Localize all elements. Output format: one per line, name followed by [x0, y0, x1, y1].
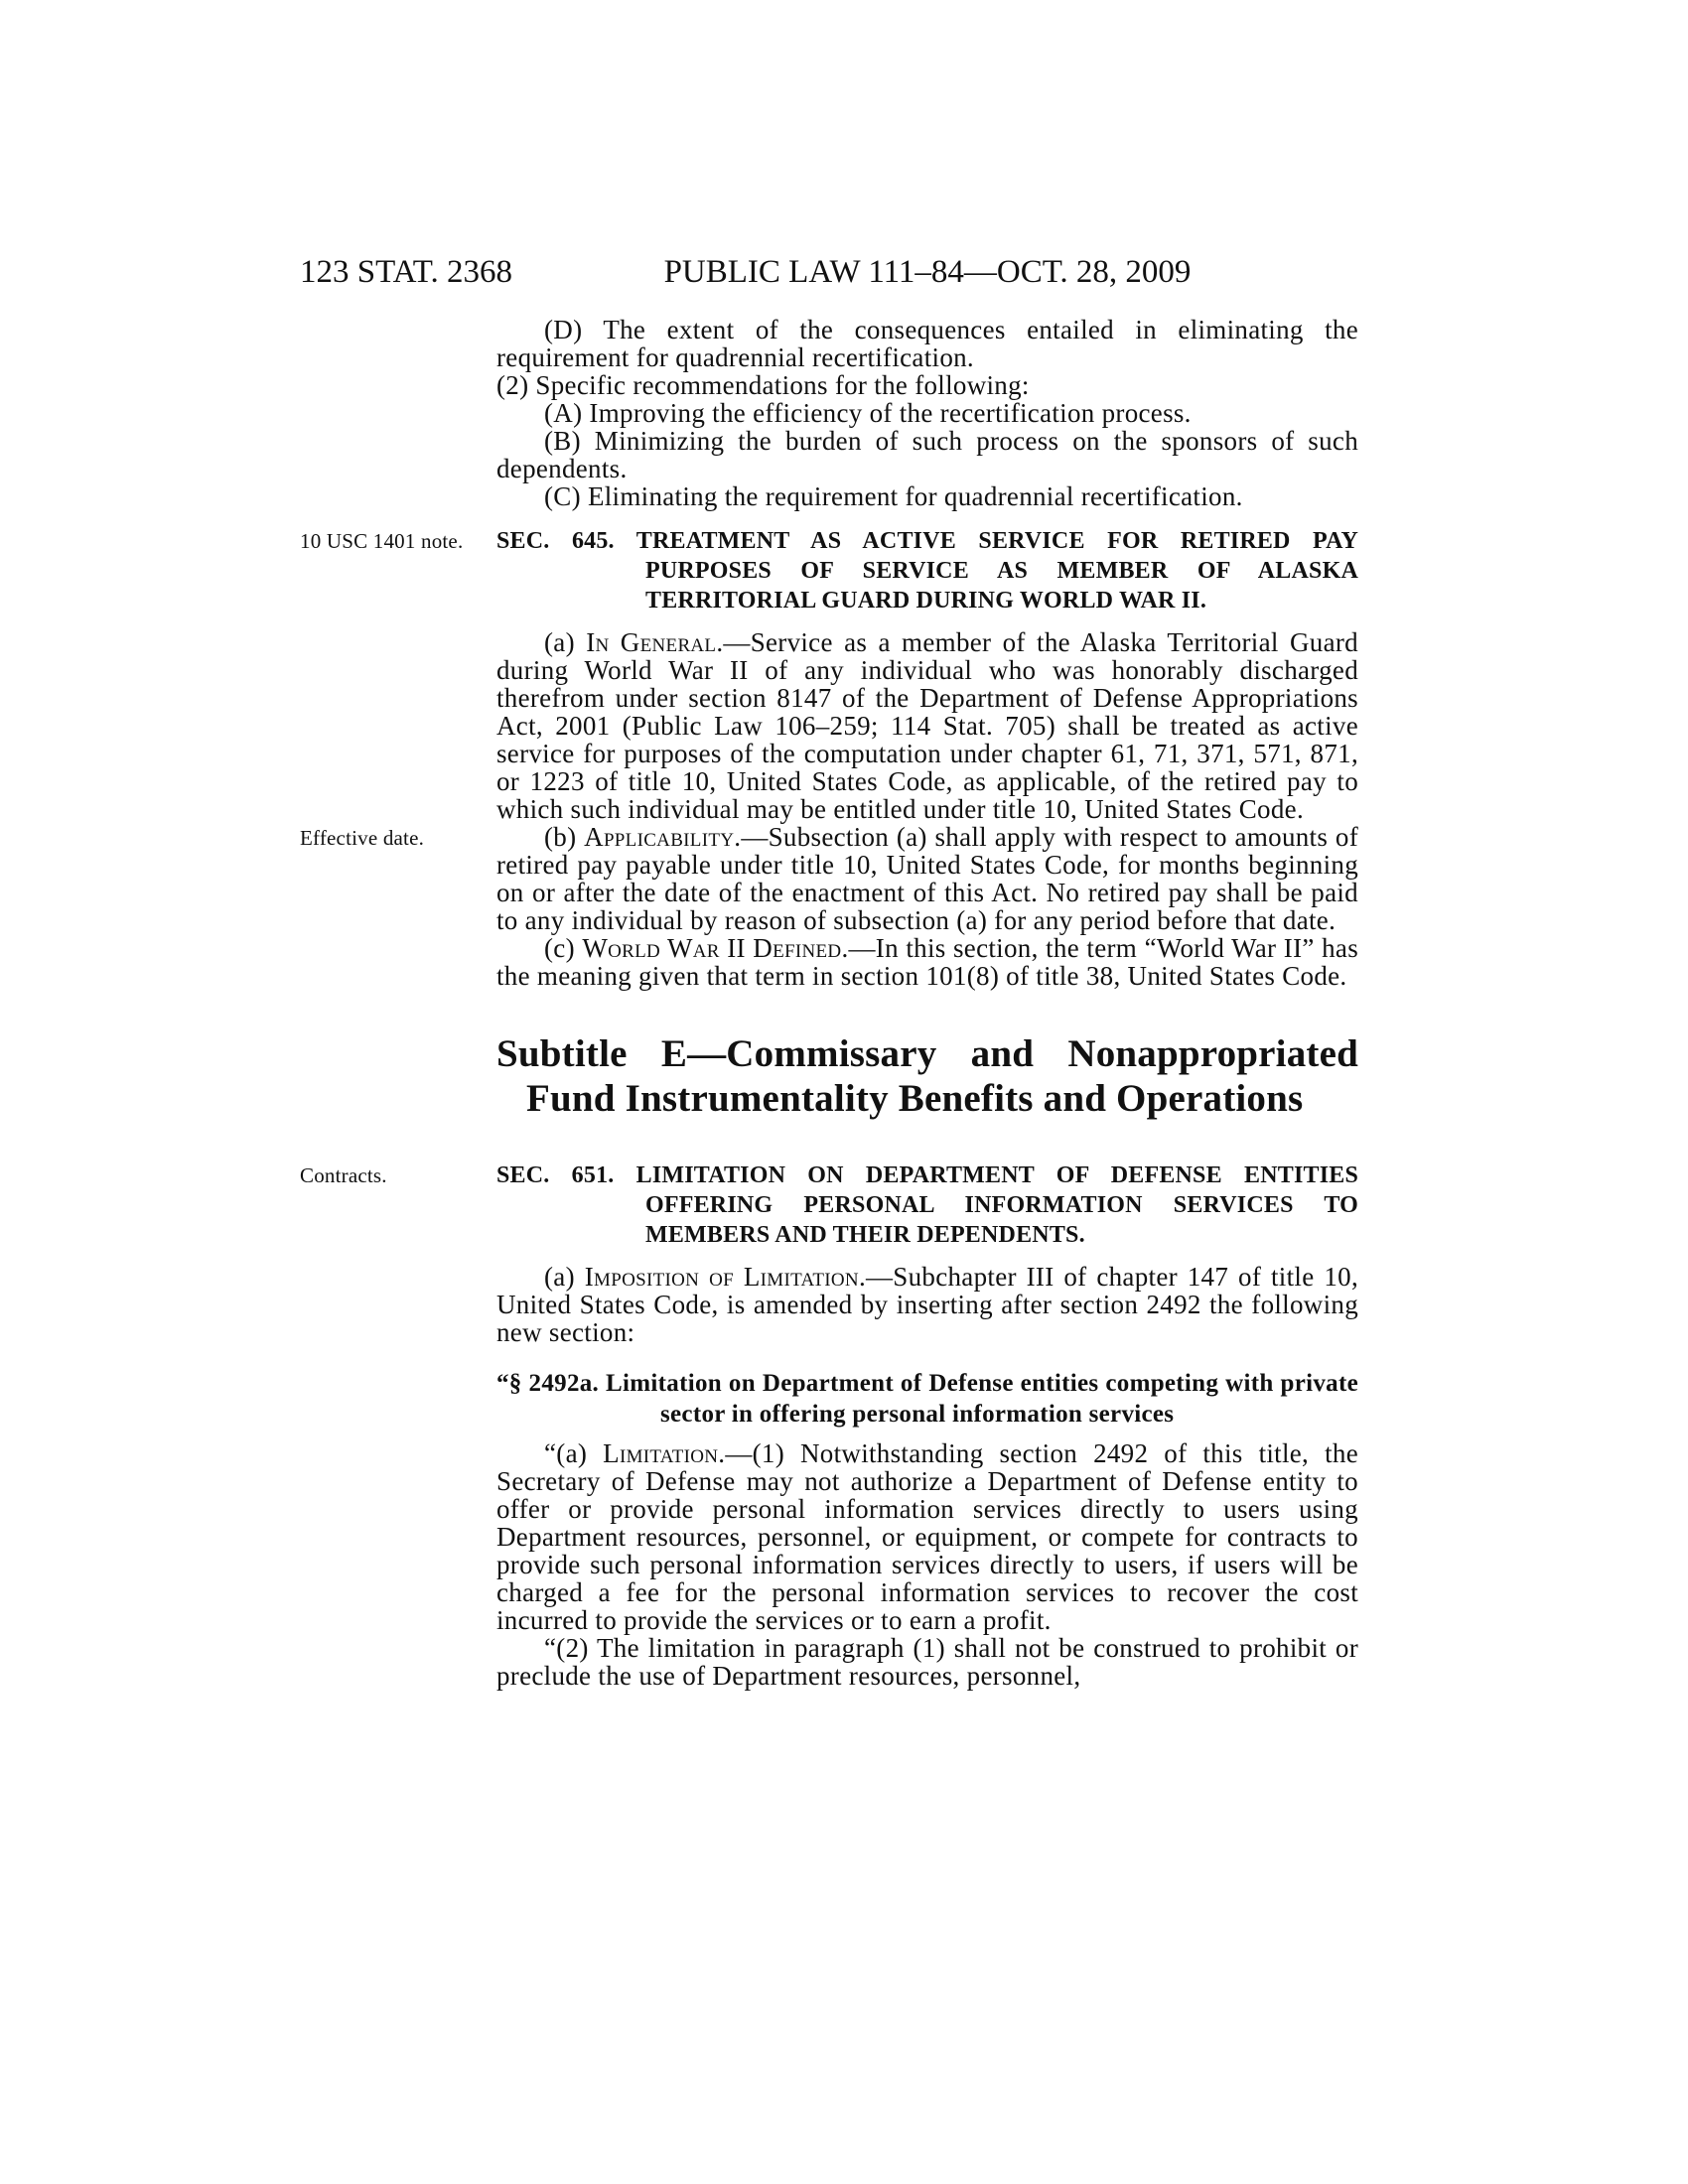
- paragraph-645b-text: .—Subsection (a) shall apply with respect to amounts of retired pay payable under title 10, United States Code, for months beginning on or after the date of the enactment of this Act. No retired pay shall be paid to any individual by reason of subsection (a) for any period before that date.: [496, 822, 1358, 935]
- paragraph-2492a-2: “(2) The limitation in paragraph (1) shall not be construed to prohibit or preclude the use of Department resources, personnel,: [496, 1633, 1358, 1691]
- paragraph-C: (C) Eliminating the requirement for quadrennial recertification.: [544, 481, 1243, 511]
- margin-note-contracts: Contracts.: [300, 1163, 387, 1187]
- running-head-law-title: PUBLIC LAW 111–84—OCT. 28, 2009: [663, 254, 1192, 290]
- paragraph-645c: [496, 934, 1358, 990]
- paragraph-645a: [496, 628, 1358, 823]
- section-645-block: [300, 526, 1358, 615]
- usc-2492a-heading: “§ 2492a. Limitation on Department of Defense entities competing with private sector in offering personal information services: [496, 1370, 1358, 1428]
- paragraph-2: (2) Specific recommendations for the following:: [496, 370, 1030, 400]
- page-number-stat: 123 STAT. 2368: [300, 254, 513, 290]
- paragraph-D: (D) The extent of the consequences entailed in eliminating the requirement for quadrennial recertification.: [496, 315, 1358, 372]
- paragraph-651a-smallcaps: Imposition of Limitation: [584, 1262, 859, 1292]
- paragraph-2492a-a-smallcaps: Limitation: [603, 1438, 719, 1468]
- paragraph-645c-text: .—In this section, the term “World War II” has the meaning given that term in section 101(8) of title 38, United States Code.: [496, 933, 1359, 991]
- section-645b-block: [300, 822, 1358, 935]
- paragraph-645c-smallcaps: World War II Defined: [582, 933, 842, 963]
- body-column: [300, 315, 1359, 1691]
- margin-note-usc-1401: 10 USC 1401 note.: [300, 529, 464, 553]
- paragraph-B: (B) Minimizing the burden of such process on the sponsors of such dependents.: [496, 426, 1358, 483]
- paragraph-645b-smallcaps: Applicability: [584, 822, 735, 852]
- paragraph-645b-lead: (b): [544, 822, 585, 852]
- margin-note-effective-date: Effective date.: [300, 826, 425, 850]
- paragraph-645b: [496, 823, 1358, 934]
- paragraph-651a: [496, 1263, 1358, 1346]
- subtitle-e-heading: Subtitle E—Commissary and Nonappropriated Fund Instrumentality Benefits and Operations: [496, 1032, 1358, 1120]
- paragraph-645a-smallcaps: In General: [586, 627, 717, 657]
- paragraph-2492a-a-lead: “(a): [544, 1438, 604, 1468]
- paragraph-2492a-a: [496, 1439, 1358, 1634]
- paragraph-645a-text: .—Service as a member of the Alaska Territorial Guard during World War II of any individual who was honorably discharged therefrom under section 8147 of the Department of Defense Appropriations Act, 2001 (Public Law 106–259; 114 Stat. 705) shall be treated as active service for purposes of the computation under chapter 61, 71, 371, 571, 871, or 1223 of title 10, United States Code, as applicable, of the retired pay to which such individual may be entitled under title 10, United States Code.: [496, 627, 1358, 824]
- paragraph-A: (A) Improving the efficiency of the recertification process.: [544, 398, 1192, 428]
- paragraph-645a-lead: (a): [544, 627, 587, 657]
- paragraph-651a-text: .—Subchapter III of chapter 147 of title 10, United States Code, is amended by inserting after section 2492 the following new section:: [496, 1262, 1359, 1347]
- section-651-heading: SEC. 651. LIMITATION ON DEPARTMENT OF DEFENSE ENTITIES OFFERING PERSONAL INFORMATION SERVICES TO MEMBERS AND THEIR DEPENDENTS.: [496, 1162, 1358, 1248]
- paragraph-645c-lead: (c): [544, 933, 583, 963]
- paragraph-651a-lead: (a): [544, 1262, 585, 1292]
- section-645-heading: SEC. 645. TREATMENT AS ACTIVE SERVICE FOR RETIRED PAY PURPOSES OF SERVICE AS MEMBER OF ALASKA TERRITORIAL GUARD DURING WORLD WAR II.: [496, 528, 1358, 614]
- section-651-block: [300, 1160, 1358, 1250]
- paragraph-2492a-a-text: .—(1) Notwithstanding section 2492 of this title, the Secretary of Defense may not authorize a Department of Defense entity to offer or provide personal information services directly to users using Department resources, personnel, or equipment, or compete for contracts to provide such personal information services directly to users, if users will be charged a fee for the personal information services to recover the cost incurred to provide the services or to earn a profit.: [496, 1438, 1358, 1635]
